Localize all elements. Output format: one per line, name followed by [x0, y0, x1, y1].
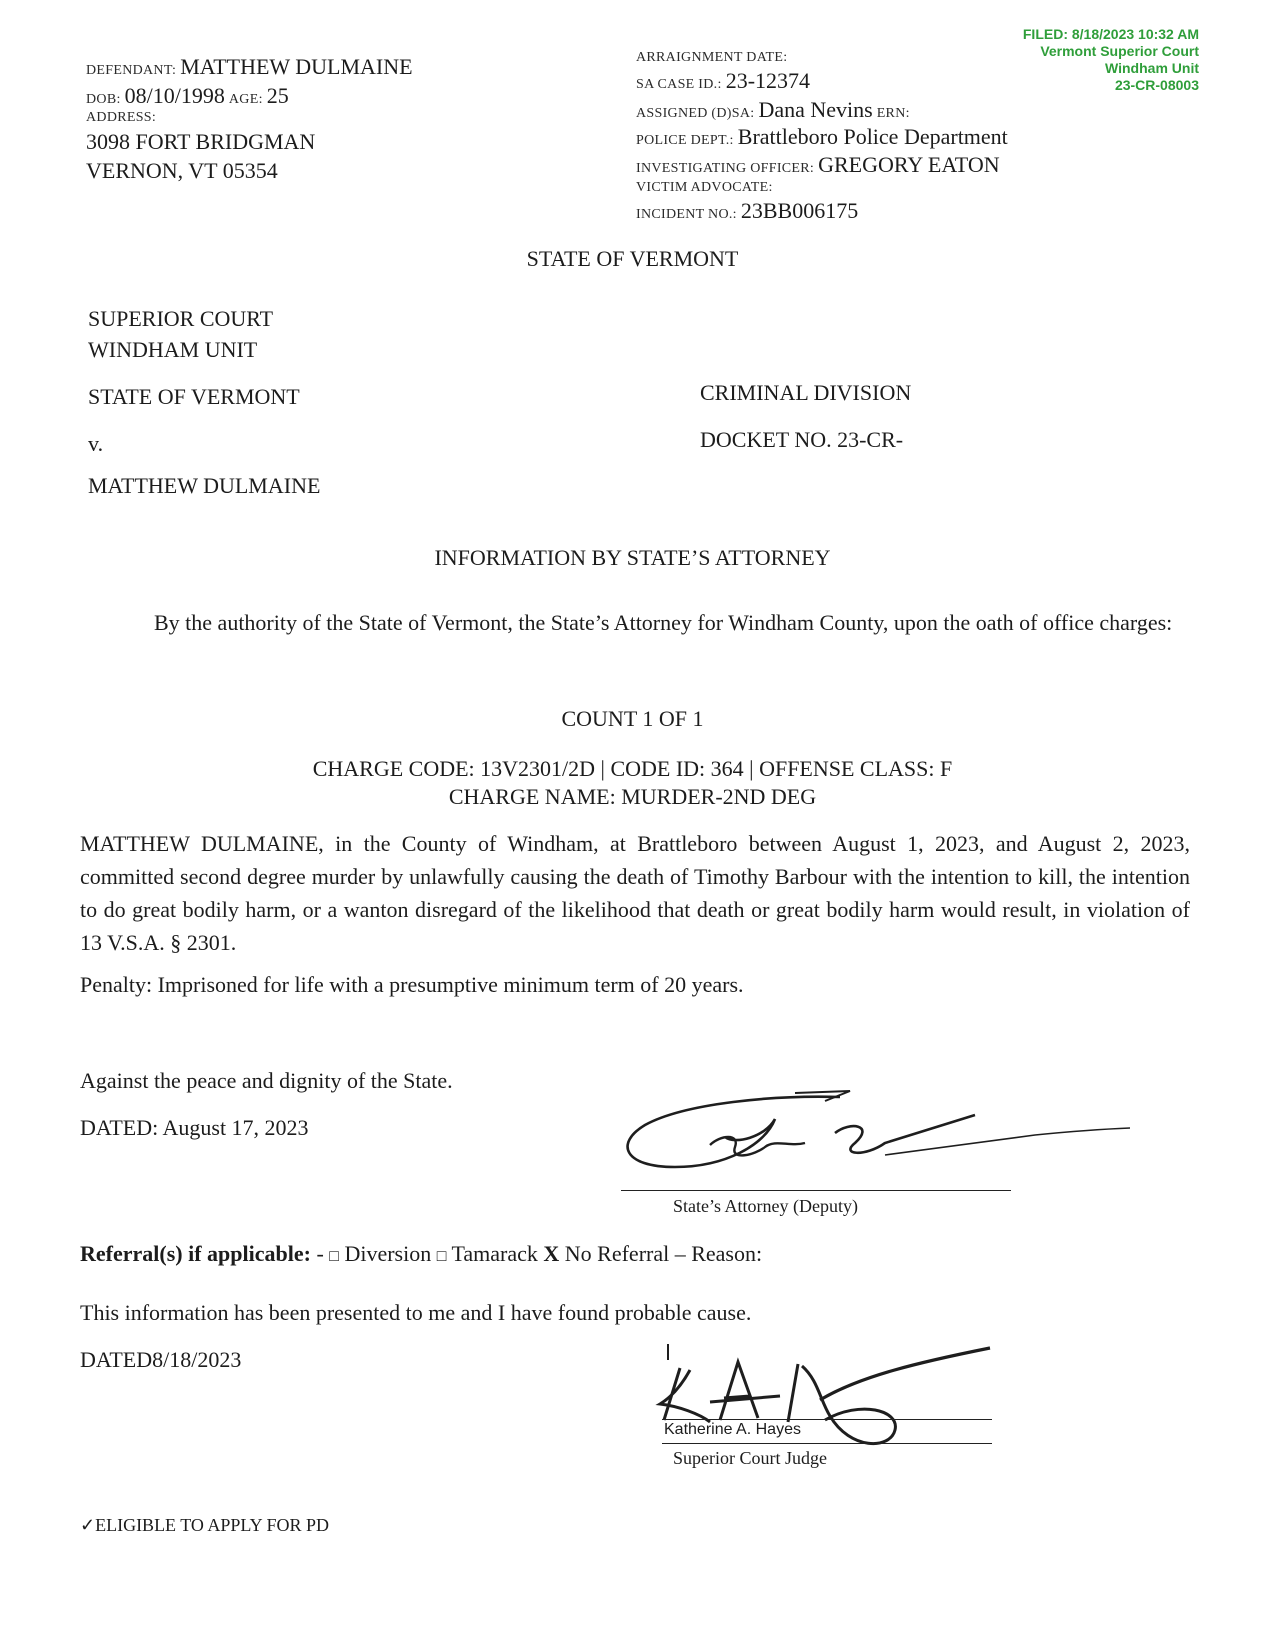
count-label: COUNT 1 OF 1: [561, 706, 704, 731]
age-label: AGE:: [228, 92, 263, 107]
dob-label: DOB:: [86, 92, 121, 107]
document-heading: INFORMATION BY STATE’S ATTORNEY: [434, 545, 831, 570]
dob-row: [86, 83, 289, 109]
assigned-row: [636, 97, 910, 123]
penalty-text: Penalty: Imprisoned for life with a presumptive minimum term of 20 years.: [80, 972, 744, 997]
stamp-unit: Windham Unit: [1105, 60, 1199, 76]
title-state: STATE OF VERMONT: [526, 246, 739, 271]
judge-name: Katherine A. Hayes: [664, 1421, 801, 1438]
intro-paragraph: By the authority of the State of Vermont, the State’s Attorney for Windham County, upon the oath of office charges:: [154, 610, 1173, 635]
defendant-row: [86, 54, 413, 80]
eligible-pd-note: ✓ELIGIBLE TO APPLY FOR PD: [80, 1515, 329, 1535]
charge-code-line: CHARGE CODE: 13V2301/2D | CODE ID: 364 | OFFENSE CLASS: F: [312, 756, 953, 781]
caption-division: CRIMINAL DIVISION: [700, 380, 912, 405]
stamp-court: Vermont Superior Court: [1040, 43, 1199, 59]
tamarack-checkbox[interactable]: □: [436, 1248, 447, 1265]
judge-title: Superior Court Judge: [673, 1448, 827, 1468]
referral-row: [80, 1241, 762, 1267]
age-value: 25: [266, 83, 289, 108]
diversion-checkbox[interactable]: □: [329, 1248, 339, 1265]
officer-row: [636, 152, 1000, 178]
filed-stamp: [1023, 26, 1199, 94]
defendant-name: MATTHEW DULMAINE: [180, 54, 413, 79]
judge-dated-label: DATED: [80, 1347, 153, 1372]
closing-statement: Against the peace and dignity of the State.: [80, 1068, 453, 1093]
caption-versus: v.: [88, 431, 104, 456]
dob-value: 08/10/1998: [124, 83, 225, 108]
filed-datetime: FILED: 8/18/2023 10:32 AM: [1022, 26, 1199, 42]
judge-dated-value: 8/18/2023: [152, 1347, 242, 1372]
officer-label: INVESTIGATING OFFICER:: [636, 161, 815, 176]
attorney-signature: [615, 1085, 1135, 1195]
sa-case-row: [636, 68, 810, 94]
ern-label: ERN:: [876, 106, 910, 121]
judge-signature-line-2: [662, 1443, 992, 1444]
incident-label: INCIDENT NO.:: [636, 207, 737, 222]
address-line-2: VERNON, VT 05354: [86, 158, 278, 183]
arraignment-label: ARRAIGNMENT DATE:: [636, 50, 788, 65]
assigned-label: ASSIGNED (D)SA:: [636, 106, 755, 121]
assigned-sa: Dana Nevins: [758, 97, 873, 122]
attorney-signature-line: [621, 1190, 1011, 1191]
police-row: [636, 124, 1008, 150]
police-dept: Brattleboro Police Department: [737, 124, 1008, 149]
officer-name: GREGORY EATON: [818, 152, 1000, 177]
sa-case-label: SA CASE ID.:: [636, 77, 722, 92]
diversion-label: Diversion: [344, 1241, 432, 1266]
address-label: ADDRESS:: [86, 110, 157, 125]
caption-state: STATE OF VERMONT: [88, 384, 300, 409]
caption-docket: DOCKET NO. 23-CR-: [700, 427, 904, 452]
victim-advocate-label: VICTIM ADVOCATE:: [636, 180, 773, 195]
tamarack-label: Tamarack: [451, 1241, 538, 1266]
referral-label: Referral(s) if applicable:: [80, 1241, 311, 1266]
caption-court-line-2: WINDHAM UNIT: [88, 337, 258, 362]
police-label: POLICE DEPT.:: [636, 133, 734, 148]
no-referral-label: No Referral – Reason:: [564, 1241, 763, 1266]
sa-case-id: 23-12374: [725, 68, 811, 93]
count-text: MATTHEW DULMAINE, in the County of Windham, at Brattleboro between August 1, 2023, and August 2, 2023, committed second degree murder by unlawfully causing the death of Timothy Barbour with the intention to kill, the intention to do great bodily harm, or a wanton disregard of the likelihood that death or great bodily harm would result, in violation of 13 V.S.A. § 2301.: [80, 831, 1190, 955]
caption-defendant: MATTHEW DULMAINE: [88, 473, 321, 498]
judge-signature-line-1: [662, 1419, 992, 1420]
judge-dated-row: [80, 1347, 241, 1373]
incident-row: [636, 198, 858, 224]
attorney-dated: DATED: August 17, 2023: [80, 1115, 309, 1140]
attorney-signature-caption: State’s Attorney (Deputy): [673, 1196, 858, 1216]
incident-no: 23BB006175: [740, 198, 859, 223]
address-line-1: 3098 FORT BRIDGMAN: [86, 129, 316, 154]
probable-cause-statement: This information has been presented to me and I have found probable cause.: [80, 1300, 752, 1325]
defendant-label: DEFENDANT:: [86, 63, 177, 78]
stamp-docket: 23-CR-08003: [1114, 77, 1199, 93]
referral-dash: -: [316, 1241, 324, 1266]
no-referral-check-mark[interactable]: X: [543, 1241, 560, 1266]
charge-name-line: CHARGE NAME: MURDER-2ND DEG: [448, 784, 817, 809]
caption-court-line-1: SUPERIOR COURT: [88, 306, 274, 331]
